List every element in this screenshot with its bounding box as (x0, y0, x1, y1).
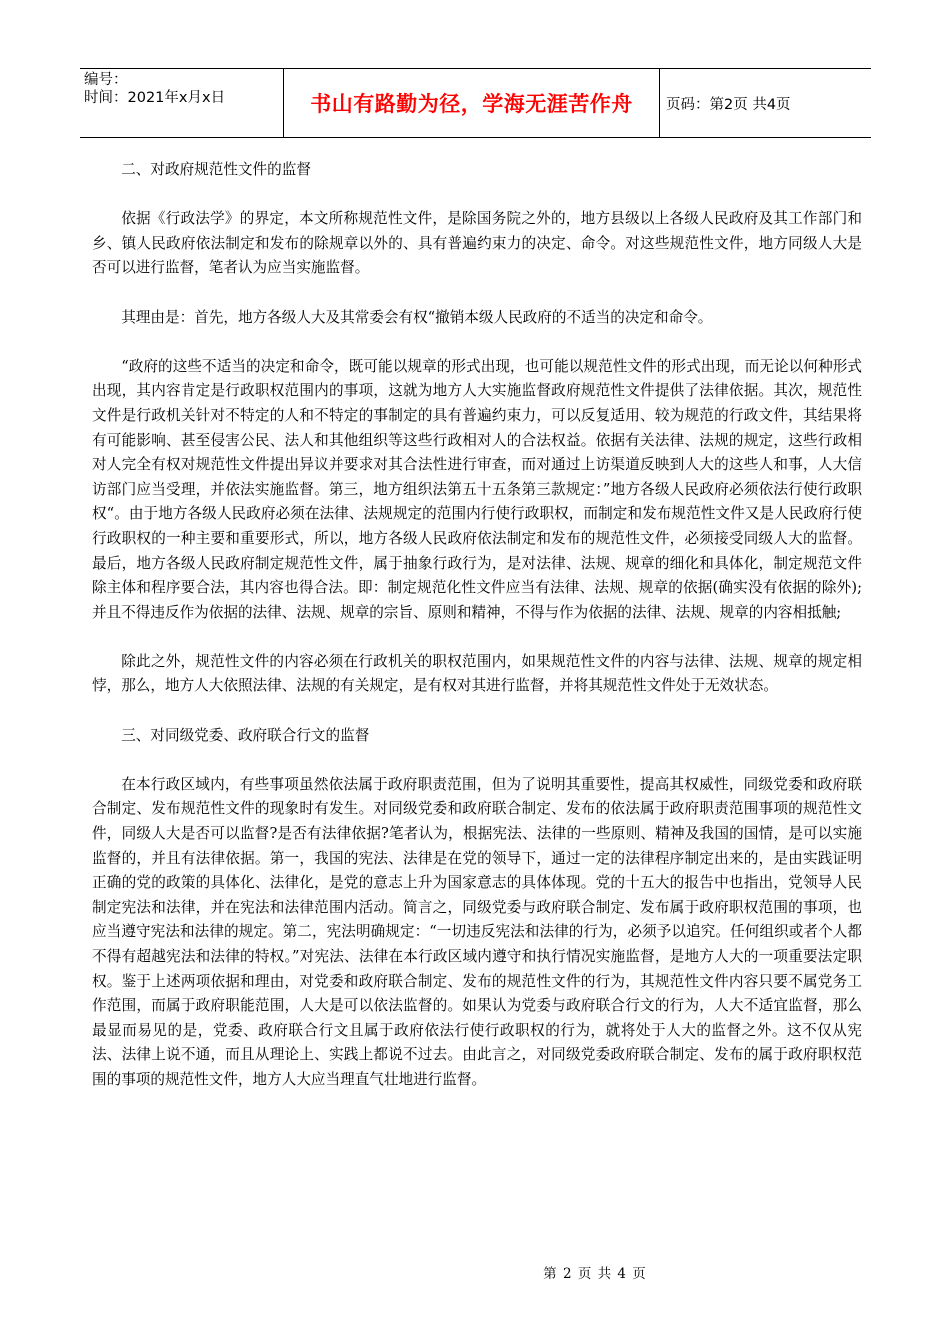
header-motto: 书山有路勤为径，学海无涯苦作舟 (310, 92, 633, 116)
paragraph: 在本行政区域内，有些事项虽然依法属于政府职责范围，但为了说明其重要性，提高其权威性，同级党委和政府联合制定、发布规范性文件的现象时有发生。对同级党委和政府联合制定、发布的依法属于政府职责范围事项的规范性文件，同级人大是否可以监督?是否有法律依据?笔者认为，根据宪法、法律的一些原则、精神及我国的国情，是可以实施监督的，并且有法律依据。第一，我国的宪法、法律是在党的领导下，通过一定的法律程序制定出来的，是由实践证明正确的党的政策的具体化、法律化，是党的意志上升为国家意志的具体体现。党的十五大的报告中也指出，党领导人民制定宪法和法律，并在宪法和法律范围内活动。简言之，同级党委与政府联合制定、发布属于政府职权范围的事项，也应当遵守宪法和法律的规定。第二，宪法明确规定：“一切违反宪法和法律的行为，必须予以追究。任何组织或者个人都不得有超越宪法和法律的特权。”对宪法、法律在本行政区域内遵守和执行情况实施监督，是地方人大的一项重要法定职权。鉴于上述两项依据和理由，对党委和政府联合制定、发布的规范性文件的行为，其规范性文件内容只要不属党务工作范围，而属于政府职能范围，人大是可以依法监督的。如果认为党委与政府联合行文的行为，人大不适宜监督，那么最显而易见的是，党委、政府联合行文且属于政府依法行使行政职权的行为，就将处于人大的监督之外。这不仅从宪法、法律上说不通，而且从理论上、实践上都说不过去。由此言之，对同级党委政府联合制定、发布的属于政府职权范围的事项的规范性文件，地方人大应当理直气壮地进行监督。 (92, 775, 862, 1088)
header-page-info: 页码：第2页 共4页 (666, 96, 791, 113)
section-heading-3: 三、对同级党委、政府联合行文的监督 (121, 726, 370, 744)
footer-page-number: 第 2 页 共 4 页 (543, 1266, 647, 1282)
paragraph: “政府的这些不适当的决定和命令，既可能以规章的形式出现，也可能以规范性文件的形式出现，而无论以何种形式出现，其内容肯定是行政职权范围内的事项，这就为地方人大实施监督政府规范性文件提供了法律依据。其次，规范性文件是行政机关针对不特定的人和不特定的事制定的具有普遍约束力，可以反复适用、较为规范的行政文件，其结果将有可能影响、甚至侵害公民、法人和其他组织等这些行政相对人的合法权益。依据有关法律、法规的规定，这些行政相对人完全有权对规范性文件提出异议并要求对其合法性进行审查，而对通过上访渠道反映到人大的这些人和事，人大信访部门应当受理，并依法实施监督。第三，地方组织法第五十五条第三款规定：”地方各级人民政府必须依法行使行政职权“。由于地方各级人民政府必须在法律、法规规定的范围内行使行政职权，而制定和发布规范性文件又是人民政府行使行政职权的一种主要和重要形式，所以，地方各级人民政府依法制定和发布的规范性文件，必须接受同级人大的监督。最后，地方各级人民政府制定规范性文件，属于抽象行政行为，是对法律、法规、规章的细化和具体化，制定规范文件除主体和程序要合法，其内容也得合法。即：制定规范化性文件应当有法律、法规、规章的依据(确实没有依据的除外);并且不得违反作为依据的法律、法规、规章的宗旨、原则和精神，不得与作为依据的法律、法规、规章的内容相抵触; (92, 357, 862, 621)
paragraph: 除此之外，规范性文件的内容必须在行政机关的职权范围内，如果规范性文件的内容与法律、法规、规章的规定相悖，那么，地方人大依照法律、法规的有关规定，是有权对其进行监督，并将其规范性文件处于无效状态。 (92, 652, 862, 695)
document-number: 编号： (84, 72, 128, 88)
page-header (80, 68, 871, 138)
document-time: 时间：2021年x月x日 (84, 90, 226, 106)
section-heading-2: 二、对政府规范性文件的监督 (121, 161, 311, 178)
paragraph: 其理由是：首先，地方各级人大及其常委会有权“撤销本级人民政府的不适当的决定和命令。 (121, 308, 713, 326)
paragraph: 依据《行政法学》的界定，本文所称规范性文件，是除国务院之外的，地方县级以上各级人民政府及其工作部门和乡、镇人民政府依法制定和发布的除规章以外的、具有普遍约束力的决定、命令。对这些规范性文件，地方同级人大是否可以进行监督，笔者认为应当实施监督。 (92, 210, 862, 277)
header-meta (80, 69, 284, 137)
header-motto-cell (284, 69, 660, 137)
page-footer (0, 1262, 950, 1282)
document-body (92, 158, 862, 1117)
